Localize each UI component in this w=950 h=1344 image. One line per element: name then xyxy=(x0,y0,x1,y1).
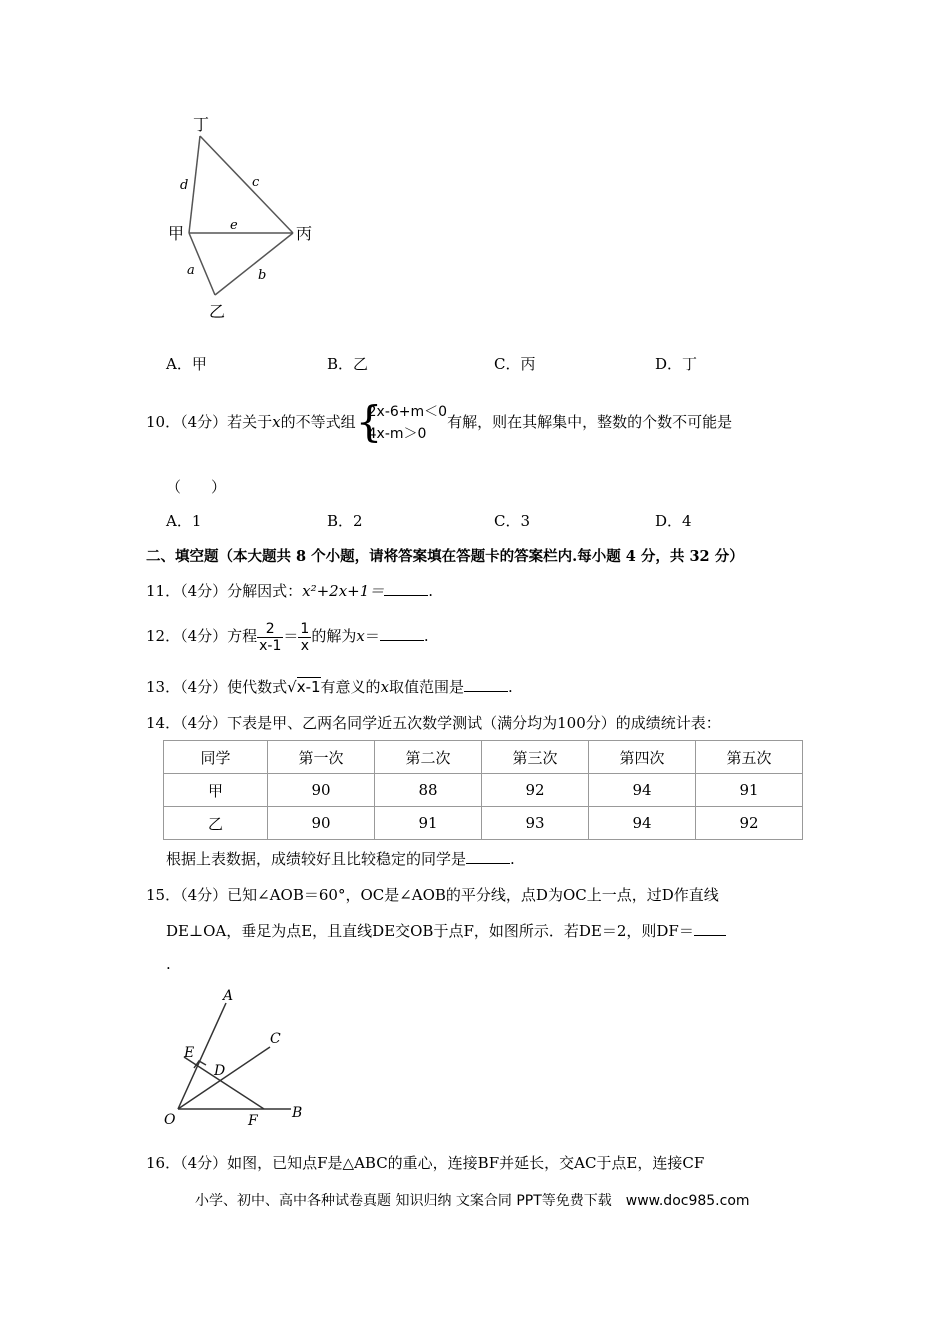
q14-end: . xyxy=(510,850,515,868)
table-header-cell: 第一次 xyxy=(268,741,375,774)
q12 xyxy=(146,616,429,656)
q13-radicand: x-1 xyxy=(296,678,321,696)
q11-answer-blank[interactable] xyxy=(384,581,428,596)
q9-figure xyxy=(160,112,330,327)
table-header-cell: 第四次 xyxy=(589,741,696,774)
point-c-label: C xyxy=(270,1031,281,1047)
table-cell: 91 xyxy=(375,807,482,840)
q15-line-2-text: DE⊥OA，垂足为点E，且直线DE交OB于点F，如图所示．若DE＝2，则DF＝ xyxy=(166,922,694,940)
q11-expr: x²+2x+1＝ xyxy=(302,582,385,600)
table-cell: 90 xyxy=(268,807,375,840)
vertex-top-label: 丁 xyxy=(193,115,210,134)
q12-den2: x xyxy=(300,637,310,654)
q9-option-d: D．丁 xyxy=(655,355,698,373)
q16-line-1: 16．（4分）如图，已知点F是△ABC的重心，连接BF并延长，交AC于点E，连接CF xyxy=(146,1154,705,1172)
edge-c-label: c xyxy=(252,175,260,190)
table-cell: 90 xyxy=(268,774,375,807)
q14-answer-blank[interactable] xyxy=(466,849,510,864)
table-cell: 94 xyxy=(589,774,696,807)
q10-option-d: D．4 xyxy=(655,512,692,530)
q15-figure xyxy=(158,985,318,1130)
q10-option-a: A．1 xyxy=(166,512,202,530)
q12-var: x xyxy=(356,627,365,645)
q13-prefix: 13．（4分）使代数式 xyxy=(146,678,288,696)
q12-mid: 的解为 xyxy=(311,627,357,645)
table-header-cell: 同学 xyxy=(164,741,268,774)
section-2-title: 二、填空题（本大题共 8 个小题，请将答案填在答题卡的答案栏内.每小题 4 分，共 32 分） xyxy=(146,548,744,565)
brace-icon: { xyxy=(355,397,383,446)
q12-answer-blank[interactable] xyxy=(380,626,424,641)
q12-den1: x-1 xyxy=(259,637,282,654)
page-footer: 小学、初中、高中各种试卷真题 知识归纳 文案合同 PPT等免费下载 www.doc985.com xyxy=(195,1193,750,1209)
q10-tail: 有解，则在其解集中，整数的个数不可能是 xyxy=(447,413,733,431)
vertex-left-label: 甲 xyxy=(168,224,185,243)
q10-inequality-system xyxy=(355,397,448,446)
q9-option-b: B．乙 xyxy=(327,355,369,373)
point-a-label: A xyxy=(223,988,234,1004)
q10-mid: 的不等式组 xyxy=(280,413,356,431)
point-d-label: D xyxy=(214,1063,226,1079)
q14-question xyxy=(166,848,515,869)
table-row xyxy=(164,807,803,840)
table-cell: 94 xyxy=(589,807,696,840)
q9-option-a: A．甲 xyxy=(166,355,207,373)
q13-mid: 有意义的 xyxy=(320,678,381,696)
sqrt-icon: √ xyxy=(287,678,297,696)
table-cell: 92 xyxy=(482,774,589,807)
q15-line-1: 15．（4分）已知∠AOB＝60°，OC是∠AOB的平分线，点D为OC上一点，过D作直线 xyxy=(146,886,719,904)
table-cell: 91 xyxy=(696,774,803,807)
q12-suffix: ＝ xyxy=(364,627,380,645)
q12-eq: ＝ xyxy=(283,627,299,645)
q10-prefix: 10．（4分）若关于 xyxy=(146,413,273,431)
q13-answer-blank[interactable] xyxy=(464,677,508,692)
score-table xyxy=(163,740,803,840)
table-cell: 88 xyxy=(375,774,482,807)
q15-line-2 xyxy=(166,920,726,941)
point-e-label: E xyxy=(184,1045,195,1061)
q14-stem: 14．（4分）下表是甲、乙两名同学近五次数学测试（满分均为100分）的成绩统计表： xyxy=(146,714,721,732)
q10-ineq2: 4x-m＞0 xyxy=(367,426,427,442)
q12-fraction-2 xyxy=(298,621,311,654)
q13-tail: 取值范围是 xyxy=(389,678,465,696)
point-b-label: B xyxy=(292,1105,303,1121)
table-cell: 乙 xyxy=(164,807,268,840)
q10-option-b: B．2 xyxy=(327,512,363,530)
q12-num1: 2 xyxy=(257,621,283,638)
q11-suffix: . xyxy=(428,582,434,600)
q12-num2: 1 xyxy=(300,620,310,637)
q10-stem xyxy=(146,398,732,446)
q10-paren: （ ） xyxy=(166,478,227,496)
table-header-cell: 第二次 xyxy=(375,741,482,774)
table-header-row xyxy=(164,741,803,774)
q13 xyxy=(146,676,513,697)
edge-e-label: e xyxy=(230,218,238,233)
edge-d-label: d xyxy=(180,178,189,193)
q9-option-c: C．丙 xyxy=(494,355,536,373)
table-row xyxy=(164,774,803,807)
q13-end: . xyxy=(508,678,513,696)
table-cell: 甲 xyxy=(164,774,268,807)
vertex-bottom-label: 乙 xyxy=(209,302,226,321)
q11-prefix: 11．（4分）分解因式： xyxy=(146,582,303,600)
q12-fraction-1 xyxy=(257,621,283,654)
q12-prefix: 12．（4分）方程 xyxy=(146,627,258,645)
q12-end: . xyxy=(423,627,429,645)
point-o-label: O xyxy=(164,1112,176,1128)
q15-answer-blank[interactable] xyxy=(694,921,726,936)
q14-after: 根据上表数据，成绩较好且比较稳定的同学是 xyxy=(166,850,467,868)
q13-var: x xyxy=(380,678,390,696)
edge-a-label: a xyxy=(187,263,195,278)
table-cell: 92 xyxy=(696,807,803,840)
vertex-right-label: 丙 xyxy=(296,224,313,243)
q11 xyxy=(146,580,433,601)
q15-line-3: . xyxy=(166,955,171,973)
q10-var: x xyxy=(272,413,281,431)
table-header-cell: 第五次 xyxy=(696,741,803,774)
table-header-cell: 第三次 xyxy=(482,741,589,774)
q10-ineq1: 2x-6+m＜0 xyxy=(367,404,448,420)
point-f-label: F xyxy=(248,1113,258,1129)
table-cell: 93 xyxy=(482,807,589,840)
edge-b-label: b xyxy=(258,268,267,283)
q10-option-c: C．3 xyxy=(494,512,531,530)
